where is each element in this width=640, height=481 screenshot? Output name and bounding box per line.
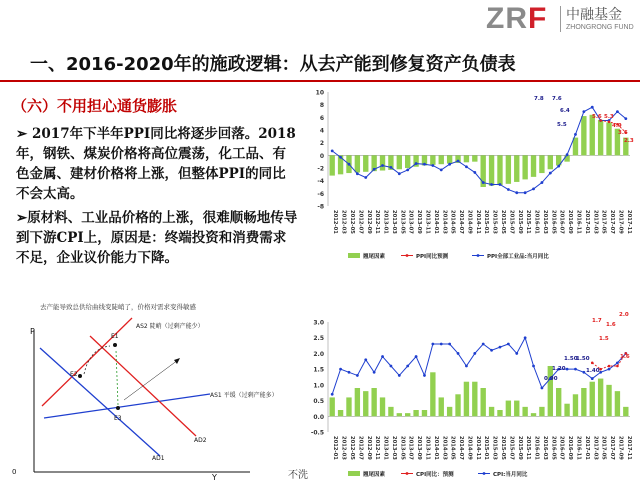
x-tick-label: 2012-01 — [332, 210, 339, 234]
y-tick-label: -0.5 — [310, 429, 324, 437]
x-tick-label: 2013-01 — [382, 436, 389, 460]
bar — [564, 155, 569, 161]
point-label: 1.5 — [599, 336, 609, 342]
x-tick-label: 2013-11 — [424, 210, 431, 234]
bar — [439, 397, 444, 416]
line-point — [398, 172, 401, 175]
line-point — [457, 352, 460, 355]
y-tick-label: 2 — [319, 140, 324, 148]
bar — [506, 155, 511, 184]
shift-arrowhead — [174, 358, 180, 364]
legend-swatch-point — [406, 472, 409, 475]
legend-label: CPI:当月同比 — [493, 472, 528, 478]
x-tick-label: 2014-11 — [474, 436, 481, 460]
line-point — [574, 133, 577, 136]
y-tick-label: 3.0 — [313, 319, 324, 327]
x-tick-label: 2014-01 — [432, 210, 439, 234]
line-point — [356, 172, 359, 175]
bar — [489, 407, 494, 416]
bar — [573, 394, 578, 416]
bar — [472, 155, 477, 161]
line-point — [515, 352, 518, 355]
line-point — [423, 374, 426, 377]
line-point — [566, 153, 569, 156]
x-tick-label: 2012-11 — [374, 436, 381, 460]
line-point — [339, 156, 342, 159]
x-tick-label: 2015-05 — [499, 436, 506, 460]
bar — [447, 155, 452, 163]
x-tick-label: 2012-03 — [340, 436, 347, 460]
x-tick-label: 2016-05 — [550, 210, 557, 234]
bar — [380, 155, 385, 170]
line-point — [431, 164, 434, 167]
x-tick-label: 2016-11 — [575, 436, 582, 460]
bar — [497, 155, 502, 185]
bar — [330, 155, 335, 175]
line-point — [524, 191, 527, 194]
company-logo: ZRF — [486, 2, 548, 35]
line-point — [431, 343, 434, 346]
ad1-curve — [40, 348, 160, 456]
line-point — [390, 365, 393, 368]
x-tick-label: 2016-03 — [541, 210, 548, 234]
cpi-chart — [300, 298, 636, 478]
line-point — [448, 343, 451, 346]
x-tick-label: 2015-03 — [491, 210, 498, 234]
origin-label: 0 — [12, 468, 17, 476]
x-tick-label: 2015-03 — [491, 436, 498, 460]
y-tick-label: -2 — [317, 165, 324, 173]
x-tick-label: 2013-03 — [390, 436, 397, 460]
bar — [606, 122, 611, 155]
y-tick-label: 2.5 — [313, 335, 324, 343]
point-label: 7.6 — [552, 96, 562, 102]
point-label: 0.90 — [544, 376, 558, 382]
line-point — [390, 166, 393, 169]
bar — [363, 155, 368, 171]
legend-swatch-point — [406, 254, 409, 257]
x-tick-label: 2016-09 — [567, 436, 574, 460]
bar — [405, 155, 410, 168]
bar — [548, 155, 553, 169]
bar — [464, 155, 469, 162]
x-tick-label: 2016-11 — [575, 210, 582, 234]
line-point — [398, 374, 401, 377]
bar — [397, 155, 402, 169]
x-tick-label: 2016-07 — [558, 436, 565, 460]
line-point — [381, 355, 384, 358]
x-tick-label: 2012-05 — [348, 436, 355, 460]
legend-label: CPI同比：预测 — [416, 472, 454, 478]
x-tick-label: 2012-07 — [357, 210, 364, 234]
line-point — [490, 349, 493, 352]
line-point — [406, 365, 409, 368]
x-tick-label: 2013-05 — [399, 210, 406, 234]
line-point — [541, 387, 544, 390]
line-point — [499, 183, 502, 186]
supply-demand-diagram — [0, 296, 300, 480]
line-point — [591, 377, 594, 380]
x-tick-label: 2013-03 — [390, 210, 397, 234]
line-point — [591, 106, 594, 109]
line-point — [473, 171, 476, 174]
bar — [346, 397, 351, 416]
ad1-label: AD1 — [152, 455, 165, 462]
forecast-point — [608, 120, 611, 123]
x-tick-label: 2016-01 — [533, 210, 540, 234]
e1-point — [113, 343, 117, 347]
point-label: 6.4 — [560, 108, 570, 114]
bar — [447, 407, 452, 416]
line-point — [624, 117, 627, 120]
y-axis-label: Y — [212, 473, 217, 480]
point-label: 2.0 — [619, 312, 629, 318]
x-tick-label: 2013-09 — [416, 210, 423, 234]
bar — [388, 407, 393, 416]
paragraph-cpi: ➢原材料、工业品价格的上涨，很难顺畅地传导到下游CPI上，原因是：终端投资和消费需求不足，企业议价能力下降。 — [16, 210, 298, 266]
line-point — [423, 163, 426, 166]
bar — [539, 155, 544, 173]
bar — [539, 407, 544, 416]
bar — [397, 413, 402, 416]
as1-label: AS1 平缓（过剩产能多） — [210, 392, 278, 399]
x-tick-label: 2015-11 — [525, 210, 532, 234]
line-point — [331, 393, 334, 396]
x-tick-label: 2014-05 — [449, 210, 456, 234]
logo-chinese-name: 中融基金 — [566, 7, 622, 23]
line-point — [440, 169, 443, 172]
logo-english-name: ZHONGRONG FUND — [566, 24, 634, 31]
bar — [439, 155, 444, 164]
forecast-point — [616, 365, 619, 368]
y-tick-label: 6 — [319, 114, 324, 122]
y-tick-label: -6 — [317, 190, 324, 198]
x-tick-label: 2012-01 — [332, 436, 339, 460]
paragraph-ppi: ➢ 2017年下半年PPI同比将逐步回落。2018年，钢铁、煤炭价格将高位震荡，化工品、有色金属、建材价格将上涨，但整体PPI的同比不会太高。 — [16, 126, 296, 202]
as2-label: AS2 陡峭（过剩产能少） — [136, 323, 204, 330]
bar — [556, 388, 561, 416]
e3-label: E3 — [114, 415, 122, 422]
y-tick-label: 1.5 — [313, 366, 324, 374]
x-tick-label: 2014-11 — [474, 210, 481, 234]
bar — [481, 388, 486, 416]
point-label: 5.5 — [557, 122, 567, 128]
x-tick-label: 2012-09 — [365, 210, 372, 234]
e2-point — [78, 374, 82, 378]
x-tick-label: 2012-11 — [374, 210, 381, 234]
bar — [590, 382, 595, 417]
bar — [489, 155, 494, 185]
legend-label: 翘尾因素 — [363, 254, 386, 260]
line-point — [364, 358, 367, 361]
point-label: 5.3 — [604, 114, 614, 120]
slide-title: 一、2016-2020年的施政逻辑：从去产能到修复资产负债表 — [30, 54, 516, 75]
point-label: 1.6 — [606, 322, 616, 328]
legend-swatch — [348, 253, 360, 258]
x-tick-label: 2014-03 — [441, 210, 448, 234]
x-tick-label: 2015-09 — [516, 436, 523, 460]
y-tick-label: 0.0 — [313, 413, 324, 421]
x-tick-label: 2017-01 — [583, 436, 590, 460]
line-point — [465, 165, 468, 168]
x-tick-label: 2014-09 — [466, 436, 473, 460]
logo-divider — [560, 6, 561, 32]
bar — [598, 120, 603, 155]
line-point — [532, 365, 535, 368]
line-point — [473, 352, 476, 355]
x-tick-label: 2014-07 — [458, 210, 465, 234]
legend-swatch-point — [477, 254, 480, 257]
line-point — [465, 365, 468, 368]
line-point — [381, 164, 384, 167]
line-point — [582, 371, 585, 374]
line-point — [557, 165, 560, 168]
x-tick-label: 2017-07 — [609, 210, 616, 234]
line-point — [339, 368, 342, 371]
x-tick-label: 2017-05 — [600, 436, 607, 460]
line-point — [532, 188, 535, 191]
point-label: 1.50 — [564, 356, 578, 362]
bar — [455, 394, 460, 416]
line-point — [356, 374, 359, 377]
line-point — [608, 368, 611, 371]
line-point — [457, 160, 460, 163]
x-tick-label: 2016-07 — [558, 210, 565, 234]
line-point — [499, 346, 502, 349]
bar — [581, 116, 586, 155]
x-tick-label: 2017-09 — [617, 436, 624, 460]
x-tick-label: 2016-09 — [567, 210, 574, 234]
line-point — [582, 110, 585, 113]
x-tick-label: 2015-01 — [483, 436, 490, 460]
bar — [338, 410, 343, 416]
line-point — [524, 336, 527, 339]
bar — [606, 385, 611, 416]
x-tick-label: 2013-07 — [407, 210, 414, 234]
legend-swatch-point — [483, 472, 486, 475]
point-label: 2.3 — [624, 138, 634, 144]
line-point — [482, 343, 485, 346]
point-label: 5.6 — [592, 114, 602, 120]
forecast-point — [599, 368, 602, 371]
bar — [598, 379, 603, 417]
x-tick-label: 2014-03 — [441, 436, 448, 460]
line-point — [331, 150, 334, 153]
bar — [422, 410, 427, 416]
line-point — [507, 188, 510, 191]
y-tick-label: 10 — [315, 89, 324, 97]
point-label: 3.6 — [618, 130, 628, 136]
x-tick-label: 2017-05 — [600, 210, 607, 234]
x-tick-label: 2013-11 — [424, 436, 431, 460]
x-tick-label: 2013-07 — [407, 436, 414, 460]
line-point — [616, 110, 619, 113]
dashed-arrow-e2-e1 — [84, 346, 110, 374]
bar — [514, 401, 519, 417]
p-axis-label: P — [30, 327, 35, 336]
bar — [472, 382, 477, 417]
line-point — [440, 343, 443, 346]
x-tick-label: 2017-11 — [625, 436, 632, 460]
bar — [564, 404, 569, 417]
bar — [548, 366, 553, 416]
point-label: 1.20 — [552, 366, 566, 372]
line-point — [415, 162, 418, 165]
line-point — [348, 163, 351, 166]
legend-label: 翘尾因素 — [363, 472, 386, 478]
x-tick-label: 2017-07 — [609, 436, 616, 460]
y-tick-label: 8 — [319, 102, 324, 110]
y-tick-label: -8 — [317, 203, 324, 211]
line-point — [482, 181, 485, 184]
legend-swatch — [348, 471, 360, 476]
point-label: 1.40 — [586, 368, 600, 374]
x-tick-label: 2016-05 — [550, 436, 557, 460]
line-point — [541, 181, 544, 184]
bar — [623, 407, 628, 416]
legend-label: PPI同比预测 — [416, 254, 449, 260]
point-label: 1.7 — [592, 318, 602, 324]
bar — [531, 155, 536, 177]
line-point — [373, 168, 376, 171]
bar — [355, 155, 360, 172]
line-point — [490, 183, 493, 186]
bar — [371, 388, 376, 416]
bar — [497, 410, 502, 416]
e2-label: E2 — [70, 371, 78, 378]
ppi-chart — [300, 86, 636, 300]
y-tick-label: 1.0 — [313, 382, 324, 390]
bar — [380, 397, 385, 416]
x-tick-label: 2015-07 — [508, 436, 515, 460]
bar — [430, 372, 435, 416]
x-tick-label: 2016-03 — [541, 436, 548, 460]
line-point — [549, 172, 552, 175]
x-tick-label: 2015-07 — [508, 210, 515, 234]
point-label: 1.6 — [620, 354, 630, 360]
bar — [514, 155, 519, 182]
y-tick-label: 0 — [319, 152, 324, 160]
line-point — [515, 191, 518, 194]
e3-point — [116, 406, 120, 410]
x-tick-label: 2015-09 — [516, 210, 523, 234]
x-tick-label: 2014-07 — [458, 436, 465, 460]
bar — [522, 155, 527, 179]
line-point — [574, 368, 577, 371]
x-tick-label: 2013-01 — [382, 210, 389, 234]
x-tick-label: 2013-05 — [399, 436, 406, 460]
bar — [522, 407, 527, 416]
line-point — [566, 368, 569, 371]
line-point — [348, 371, 351, 374]
diagram-caption: 去产能导致总供给曲线变陡峭了，价格对需求变得敏感 — [40, 303, 196, 311]
bar — [330, 397, 335, 416]
x-tick-label: 2017-03 — [592, 210, 599, 234]
line-point — [415, 355, 418, 358]
x-tick-label: 2012-09 — [365, 436, 372, 460]
x-tick-label: 2014-01 — [432, 436, 439, 460]
bar — [506, 401, 511, 417]
bar — [363, 391, 368, 416]
bar — [615, 391, 620, 416]
x-tick-label: 2015-11 — [525, 436, 532, 460]
point-label: 1.50 — [576, 356, 590, 362]
bar — [430, 155, 435, 165]
series-line — [332, 338, 626, 395]
bar — [531, 413, 536, 416]
x-tick-label: 2017-11 — [625, 210, 632, 234]
e1-label: E1 — [111, 333, 119, 340]
y-tick-label: 4 — [319, 127, 324, 135]
ad2-label: AD2 — [194, 437, 207, 444]
bar — [405, 413, 410, 416]
x-tick-label: 2013-09 — [416, 436, 423, 460]
x-tick-label: 2017-03 — [592, 436, 599, 460]
x-tick-label: 2016-01 — [533, 436, 540, 460]
x-tick-label: 2014-05 — [449, 436, 456, 460]
x-tick-label: 2017-09 — [617, 210, 624, 234]
bar — [355, 388, 360, 416]
x-tick-label: 2012-05 — [348, 210, 355, 234]
bar — [590, 115, 595, 156]
dashed-arrow-e3-e1 — [116, 350, 118, 405]
section-subtitle: （六）不用担心通货膨胀 — [12, 97, 178, 115]
forecast-point — [608, 365, 611, 368]
line-point — [364, 176, 367, 179]
x-tick-label: 2012-03 — [340, 210, 347, 234]
y-tick-label: 0.5 — [313, 398, 324, 406]
bar — [413, 410, 418, 416]
line-point — [448, 163, 451, 166]
y-tick-label: -4 — [317, 178, 324, 186]
line-point — [373, 371, 376, 374]
x-tick-label: 2012-07 — [357, 436, 364, 460]
line-point — [616, 361, 619, 364]
x-tick-label: 2014-09 — [466, 210, 473, 234]
line-point — [599, 371, 602, 374]
point-label: 4.9 — [612, 123, 622, 129]
footer-fragment: 不洗 — [288, 470, 308, 481]
forecast-point — [591, 362, 594, 365]
bar — [581, 388, 586, 416]
title-divider — [0, 80, 640, 82]
x-tick-label: 2015-05 — [499, 210, 506, 234]
line-point — [406, 169, 409, 172]
y-tick-label: 2.0 — [313, 350, 324, 358]
line-point — [507, 343, 510, 346]
legend-label: PPI全部工业品:当月同比 — [487, 254, 549, 260]
x-tick-label: 2017-01 — [583, 210, 590, 234]
bar — [464, 382, 469, 417]
point-label: 7.8 — [534, 96, 544, 102]
x-tick-label: 2015-01 — [483, 210, 490, 234]
